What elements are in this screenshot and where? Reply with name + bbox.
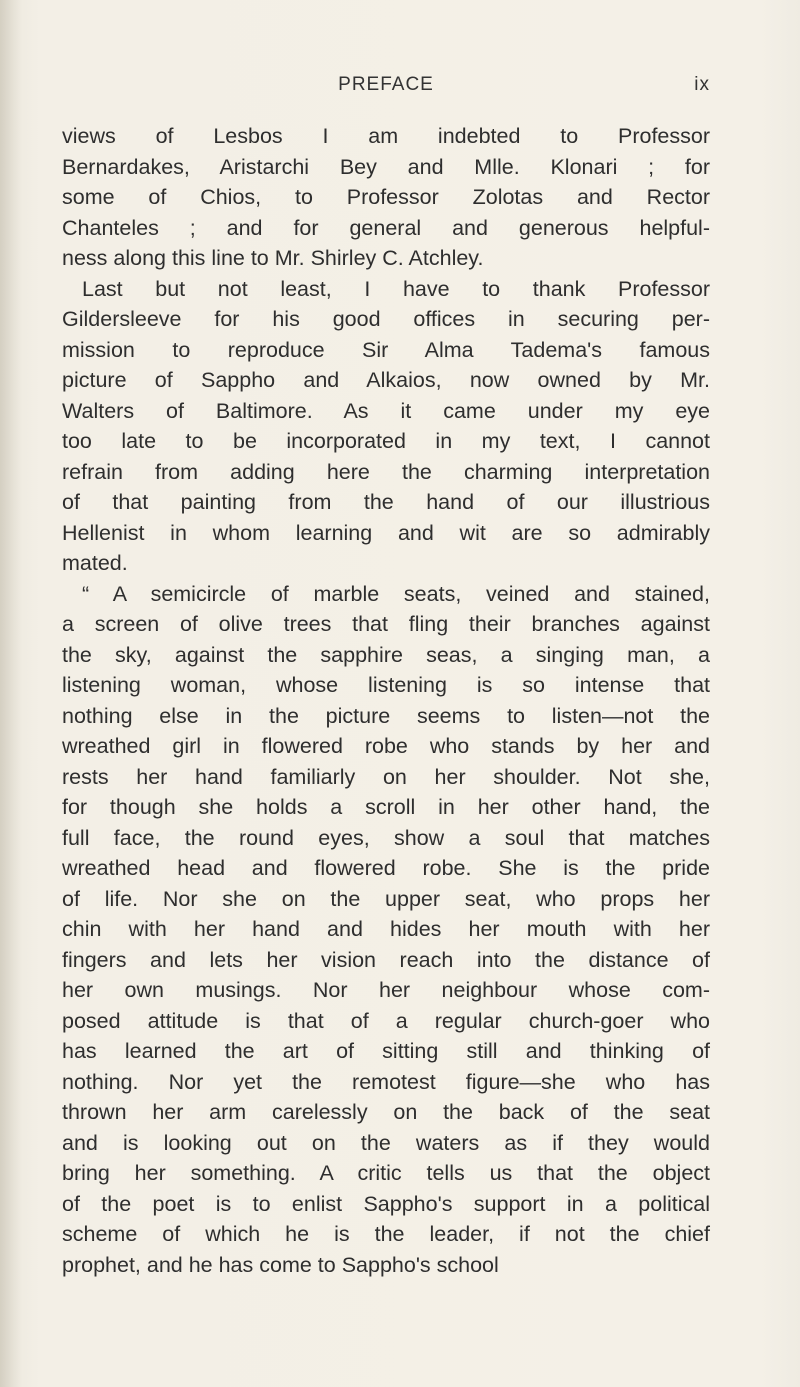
text-line: bring her something. A critic tells us that the object	[62, 1161, 710, 1185]
text-line: the sky, against the sapphire seas, a singing man, a	[62, 642, 710, 667]
text-line: mission to reproduce Sir Alma Tadema's famous	[62, 337, 710, 362]
text-line: of that painting from the hand of our illustrious	[62, 490, 710, 514]
text-line: nothing. Nor yet the remotest figure—she who has	[62, 1069, 710, 1094]
text-line: wreathed girl in flowered robe who stands by her and	[62, 734, 710, 758]
text-line: fingers and lets her vision reach into the distance of	[62, 947, 710, 972]
text-line: listening woman, whose listening is so intense that	[62, 673, 710, 697]
text-line: Gildersleeve for his good offices in securing per-	[62, 307, 710, 331]
text-line: Walters of Baltimore. As it came under my eye	[62, 398, 710, 423]
gutter-shadow	[0, 0, 22, 1387]
text-line: some of Chios, to Professor Zolotas and Rector	[62, 185, 710, 209]
text-line: “ A semicircle of marble seats, veined and stained,	[82, 581, 710, 606]
text-line: and is looking out on the waters as if they would	[62, 1130, 710, 1155]
text-line: mated.	[62, 551, 128, 575]
text-line: thrown her arm carelessly on the back of the seat	[62, 1100, 710, 1124]
text-line: of life. Nor she on the upper seat, who props her	[62, 886, 710, 911]
text-line: views of Lesbos I am indebted to Professor	[62, 124, 710, 148]
text-line: Bernardakes, Aristarchi Bey and Mlle. Klonari ; for	[62, 154, 710, 179]
text-line: prophet, and he has come to Sappho's school	[62, 1252, 499, 1277]
running-title: PREFACE	[338, 74, 434, 95]
text-line: wreathed head and flowered robe. She is the pride	[62, 856, 710, 880]
body-text	[62, 121, 710, 1280]
text-line: chin with her hand and hides her mouth with her	[62, 917, 710, 941]
text-line: Last but not least, I have to thank Professor	[82, 276, 710, 301]
text-line: for though she holds a scroll in her other hand, the	[62, 795, 710, 819]
text-line: her own musings. Nor her neighbour whose com-	[62, 978, 710, 1002]
text-line: Chanteles ; and for general and generous helpful-	[62, 215, 710, 240]
text-line: full face, the round eyes, show a soul that matches	[62, 825, 710, 850]
text-line: Hellenist in whom learning and wit are so admirably	[62, 520, 710, 545]
text-line: rests her hand familiarly on her shoulder. Not she,	[62, 764, 710, 789]
running-head	[62, 74, 710, 100]
text-line: too late to be incorporated in my text, I cannot	[62, 429, 710, 453]
text-line: refrain from adding here the charming interpretation	[62, 459, 710, 484]
text-line: nothing else in the picture seems to listen—not the	[62, 703, 710, 728]
text-line: picture of Sappho and Alkaios, now owned by Mr.	[62, 368, 710, 392]
text-line: ness along this line to Mr. Shirley C. Atchley.	[62, 246, 484, 270]
text-line: a screen of olive trees that fling their branches against	[62, 612, 710, 636]
text-line: has learned the art of sitting still and thinking of	[62, 1039, 710, 1063]
text-line: of the poet is to enlist Sappho's support in a political	[62, 1191, 710, 1216]
page-number: ix	[694, 74, 710, 95]
text-line: scheme of which he is the leader, if not the chief	[62, 1222, 710, 1246]
text-line: posed attitude is that of a regular church-goer who	[62, 1008, 710, 1033]
